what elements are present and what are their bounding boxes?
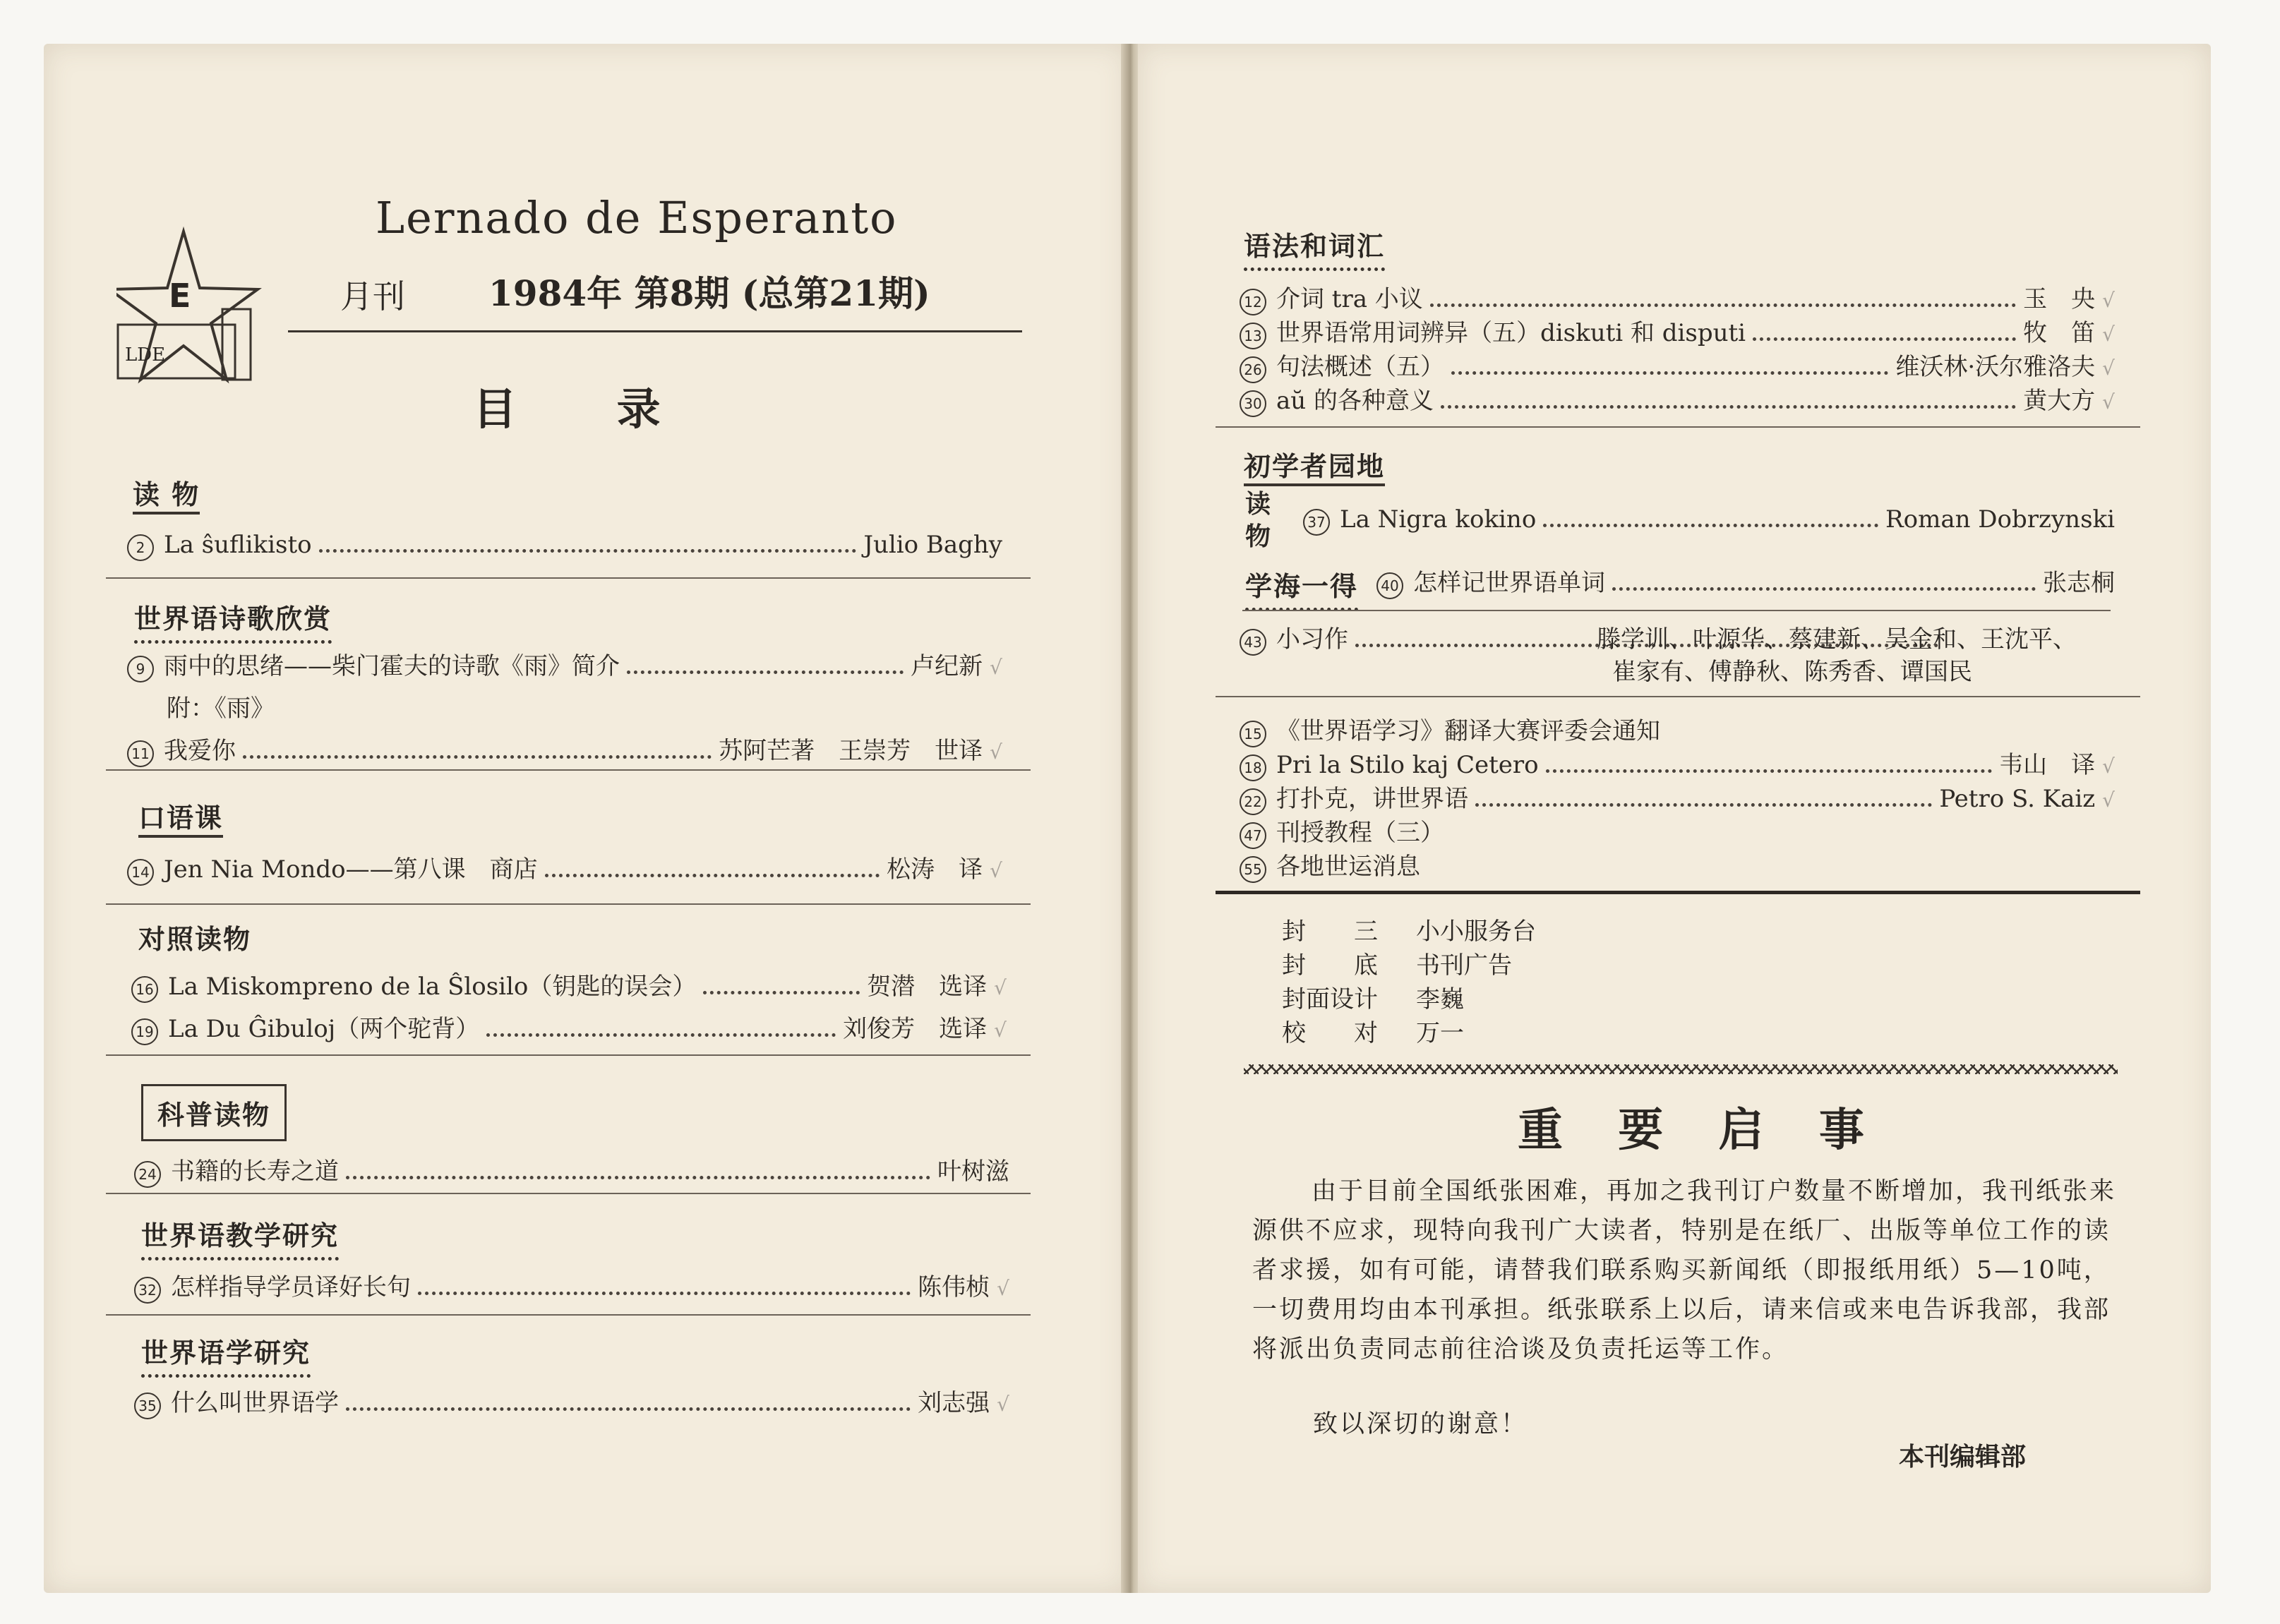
section-poetry: 世界语诗歌欣赏 [134, 597, 332, 644]
check-mark: √ [997, 1393, 1009, 1416]
issue-number: 1984年 第8期 (总第21期) [488, 272, 930, 314]
toc-entry[interactable]: 47 刊授教程（三） [1240, 813, 2115, 849]
toc-entry[interactable]: 55 各地世运消息 [1240, 847, 2115, 883]
divider [106, 1193, 1031, 1194]
info-row: 校 对 万一 [1282, 1019, 1464, 1047]
reading-label: 读物 [1245, 490, 1271, 551]
divider [106, 1314, 1031, 1316]
divider-thick [1216, 891, 2140, 894]
toc-entry[interactable]: 22 打扑克，讲世界语 Petro S. Kaiz √ [1240, 779, 2115, 815]
essay-authors-1: 滕学训、叶源华、蔡建新、吴金和、王沈平、 [1597, 625, 2077, 654]
toc-entry[interactable]: 43 小习作 [1240, 620, 1945, 656]
logo-letter: E [169, 277, 191, 315]
check-mark: √ [994, 1018, 1007, 1042]
toc-entry[interactable]: 16 La Miskompreno de la Ŝlosilo（钥匙的误会） 贺潜 选译 √ [131, 967, 1007, 1003]
notice-body: 由于目前全国纸张困难，再加之我刊订户数量不断增加，我刊纸张来源供不应求，现特向我刊广大读者，特别是在纸厂、出版等单位工作的读者求援，如有可能，请替我们联系购买新闻纸（即报纸用纸）5—10吨，一切费用均由本刊承担。纸张联系上以后，请来信或来电告诉我部，我部将派出负责同志前往洽谈及负责托运等工作。 [1252, 1177, 2117, 1364]
check-mark: √ [990, 740, 1002, 764]
check-mark: √ [2102, 754, 2115, 778]
toc-entry[interactable]: 14 Jen Nia Mondo——第八课 商店 松涛 译 √ [127, 850, 1002, 886]
toc-entry[interactable]: 37 La Nigra kokino Roman Dobrzynski [1303, 505, 2115, 536]
divider [106, 577, 1031, 579]
toc-entry[interactable]: 12 介词 tra 小议 玉 央 √ [1240, 279, 2115, 315]
toc-entry[interactable]: 15 《世界语学习》翻译大赛评委会通知 [1240, 711, 2115, 747]
toc-entry[interactable]: 35 什么叫世界语学 刘志强 √ [134, 1383, 1009, 1419]
esperanto-star-logo [116, 226, 265, 388]
info-row: 封面设计 李巍 [1282, 985, 1464, 1014]
toc-entry[interactable]: 18 Pri la Stilo kaj Cetero 韦山 译 √ [1240, 745, 2115, 781]
xuehai-label: 学海一得 [1245, 565, 1358, 611]
check-mark: √ [2102, 289, 2115, 312]
issue-frequency: 月刊 [340, 277, 405, 315]
toc-entry[interactable]: 40 怎样记世界语单词 张志桐 [1376, 563, 2115, 599]
check-mark: √ [990, 859, 1002, 882]
section-popular-science: 科普读物 [141, 1084, 287, 1141]
section-esperantology: 世界语学研究 [141, 1331, 311, 1378]
notice-thanks: 致以深切的谢意！ [1313, 1410, 1528, 1438]
divider [1216, 426, 2140, 428]
toc-entry[interactable]: 13 世界语常用词辨异（五）diskuti 和 disputi 牧 笛 √ [1240, 313, 2115, 349]
essay-authors-2: 崔家有、傅静秋、陈秀香、谭国民 [1612, 658, 1972, 686]
header-rule [288, 330, 1022, 332]
divider [1216, 696, 2140, 697]
toc-entry[interactable]: 11 我爱你 苏阿芒著 王崇芳 世译 √ [127, 731, 1002, 767]
info-row: 封 底 书刊广告 [1282, 951, 1512, 980]
check-mark: √ [990, 656, 1002, 679]
info-row: 封 三 小小服务台 [1282, 918, 1536, 946]
section-bilingual: 对照读物 [138, 924, 252, 955]
section-grammar: 语法和词汇 [1244, 224, 1385, 271]
toc-entry[interactable]: 26 句法概述（五） 维沃林·沃尔雅洛夫 √ [1240, 347, 2115, 383]
logo-text: LDE [125, 344, 166, 366]
toc-entry[interactable]: 19 La Du Ĝibuloj（两个驼背） 刘俊芳 选译 √ [131, 1009, 1007, 1045]
toc-entry[interactable]: 30 aŭ 的各种意义 黄大方 √ [1240, 381, 2115, 417]
notice-border [1244, 1064, 2118, 1074]
journal-name: Lernado de Esperanto [376, 192, 898, 243]
notice-signature: 本刊编辑部 [1899, 1443, 2027, 1472]
divider [106, 1054, 1031, 1056]
check-mark: √ [997, 1277, 1009, 1300]
divider [106, 769, 1031, 771]
toc-entry[interactable]: 2 La ŝuflikisto Julio Baghy [127, 531, 1002, 561]
toc-entry[interactable]: 9 雨中的思绪——柴门霍夫的诗歌《雨》简介 卢纪新 √ [127, 646, 1002, 682]
check-mark: √ [994, 976, 1007, 999]
toc-entry[interactable]: 32 怎样指导学员译好长句 陈伟桢 √ [134, 1268, 1009, 1304]
check-mark: √ [2102, 390, 2115, 414]
divider [106, 903, 1031, 905]
notice-title: 重 要 启 事 [1518, 1105, 1884, 1157]
divider [1242, 610, 2111, 611]
toc-entry[interactable]: 24 书籍的长寿之道 叶树滋 [134, 1152, 1009, 1188]
section-beginners: 初学者园地 [1244, 445, 1385, 486]
check-mark: √ [2102, 356, 2115, 380]
toc-entry[interactable]: 附：《雨》 [167, 694, 275, 723]
section-teaching-research: 世界语教学研究 [141, 1214, 339, 1261]
check-mark: √ [2102, 788, 2115, 812]
section-oral: 口语课 [138, 796, 223, 838]
section-reading: 读 物 [133, 473, 200, 515]
contents-title: 目 录 [473, 383, 703, 435]
check-mark: √ [2102, 323, 2115, 346]
